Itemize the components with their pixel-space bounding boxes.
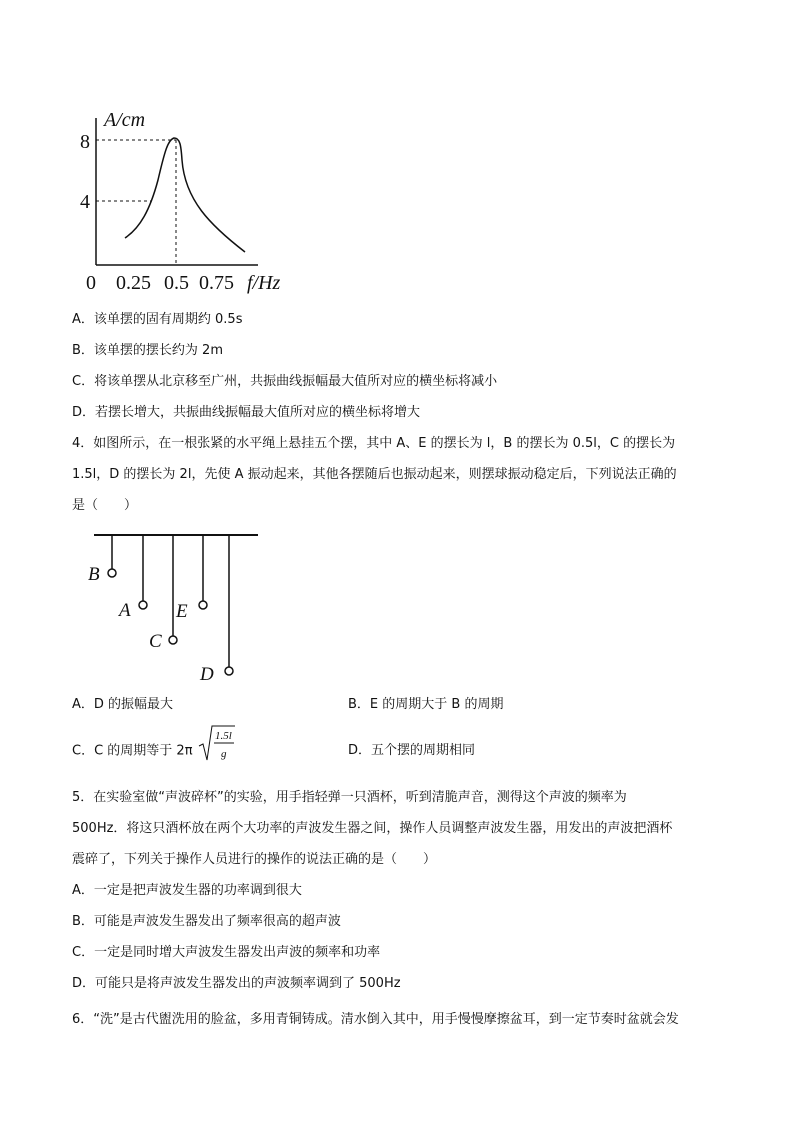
q4-option-b: B．E 的周期大于 B 的周期 <box>348 697 504 712</box>
label-b: B <box>88 564 100 585</box>
q5-option-b: B．可能是声波发生器发出了频率很高的超声波 <box>72 914 341 929</box>
q4-option-a: A．D 的振幅最大 <box>72 697 174 712</box>
label-c: C <box>149 631 162 652</box>
label-e: E <box>176 601 188 622</box>
q4-stem-line1: 4．如图所示，在一根张紧的水平绳上悬挂五个摆，其中 A、E 的摆长为 l，B 的摆长为 0.5l，C 的摆长为 <box>72 436 676 451</box>
y-tick-8: 8 <box>80 131 90 153</box>
pendulum-c-bob <box>169 636 177 644</box>
pendulum-b-bob <box>108 569 116 577</box>
x-tick-0: 0 <box>86 272 96 294</box>
pendulum-d-bob <box>225 667 233 675</box>
q4-stem-line3: 是（ ） <box>72 498 138 513</box>
y-tick-4: 4 <box>80 191 90 213</box>
pendulum-a-bob <box>139 601 147 609</box>
q4-option-c <box>72 730 237 760</box>
sqrt-numerator: 1.5l <box>214 730 232 742</box>
q5-stem-line2: 500Hz．将这只酒杯放在两个大功率的声波发生器之间，操作人员调整声波发生器，用发出的声波把酒杯 <box>72 821 673 836</box>
x-axis-label: f/Hz <box>247 272 281 294</box>
q6-stem-line1: 6．“洗”是古代盥洗用的脸盆，多用青铜铸成。清水倒入其中，用手慢慢摩擦盆耳，到一定节奏时盆就会发 <box>72 1012 679 1027</box>
q3-option-a: A．该单摆的固有周期约 0.5s <box>72 312 243 327</box>
q3-option-b: B．该单摆的摆长约为 2m <box>72 343 223 358</box>
q3-option-c: C．将该单摆从北京移至广州，共振曲线振幅最大值所对应的横坐标将减小 <box>72 374 498 389</box>
q3-option-d: D．若摆长增大，共振曲线振幅最大值所对应的横坐标将增大 <box>72 405 421 420</box>
label-a: A <box>119 600 131 621</box>
q4-option-c-text: C．C 的周期等于 2π <box>72 743 193 759</box>
sqrt-denominator: g <box>220 748 227 760</box>
q5-stem-line3: 震碎了，下列关于操作人员进行的操作的说法正确的是（ ） <box>72 852 437 867</box>
y-axis-label: A/cm <box>104 109 146 131</box>
q5-option-c: C．一定是同时增大声波发生器发出声波的频率和功率 <box>72 945 381 960</box>
label-d: D <box>200 664 214 685</box>
q5-option-a: A．一定是把声波发生器的功率调到很大 <box>72 883 302 898</box>
q5-stem-line1: 5．在实验室做“声波碎杯”的实验，用手指轻弹一只酒杯，听到清脆声音，测得这个声波的频率为 <box>72 790 627 805</box>
q4-option-d: D．五个摆的周期相同 <box>348 743 476 758</box>
q4-stem-line2: 1.5l，D 的摆长为 2l，先使 A 振动起来，其他各摆随后也振动起来，则摆球振动稳定后，下列说法正确的 <box>72 467 677 482</box>
x-tick-025: 0.25 <box>116 272 151 294</box>
x-tick-05: 0.5 <box>164 272 189 294</box>
q5-option-d: D．可能只是将声波发生器发出的声波频率调到了 500Hz <box>72 976 401 991</box>
x-tick-075: 0.75 <box>199 272 234 294</box>
sqrt-fraction <box>197 724 237 764</box>
pendulum-e-bob <box>199 601 207 609</box>
